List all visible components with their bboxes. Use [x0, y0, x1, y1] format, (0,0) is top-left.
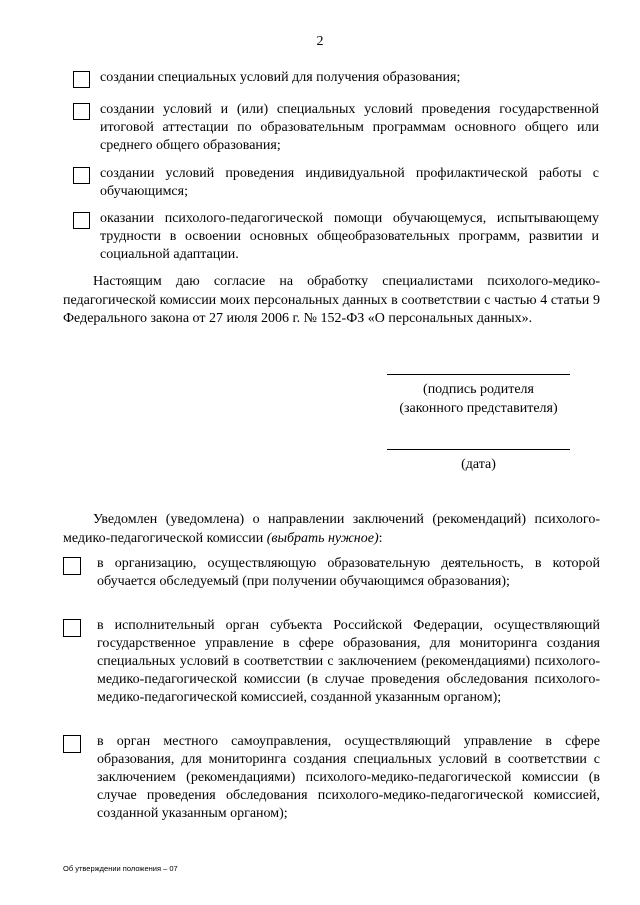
- option-text: создании условий и (или) специальных условий проведения государственной итоговой аттестации по образовательным программам основного общего или среднего общего образования;: [100, 102, 599, 154]
- checkbox[interactable]: [63, 619, 81, 637]
- checkbox[interactable]: [73, 167, 90, 184]
- checkbox[interactable]: [63, 735, 81, 753]
- checkbox[interactable]: [73, 212, 90, 229]
- signature-line[interactable]: [387, 374, 570, 375]
- date-line[interactable]: [387, 449, 570, 450]
- signature-caption: [380, 380, 577, 418]
- notice-hint: (выбрать нужное): [266, 530, 379, 546]
- notice-colon: :: [378, 530, 383, 546]
- option-text: в орган местного самоуправления, осуществляющий управление в сфере образования, для мониторинга создания специальных условий в соответствии с заключением (рекомендациями) психолого-медико-педагогической комиссии (в случае проведения обследования психолого-медико-педагогической комиссией, созданной указанным органом);: [97, 734, 600, 821]
- option-special-conditions: [73, 69, 599, 88]
- option-text: в организацию, осуществляющую образовательную деятельность, в которой обучается обследуемый (при получении обучающимся образования);: [97, 556, 600, 589]
- option-psychological-help: [73, 210, 599, 265]
- option-attestation-conditions: [73, 101, 599, 156]
- option-text: в исполнительный орган субъекта Российской Федерации, осуществляющий государственное управление в сфере образования, для мониторинга создания специальных условий в соответствии с заключением (рекомендациями) психолого-медико-педагогической комиссии (в случае проведения обследования психолого-медико-педагогической комиссией, созданной указанным органом);: [97, 618, 600, 705]
- date-caption: (дата): [461, 457, 496, 472]
- signature-caption-line2: (законного представителя): [399, 401, 558, 416]
- option-text: создании условий проведения индивидуальной профилактической работы с обучающимся;: [100, 166, 599, 200]
- option-text: создании специальных условий для получения образования;: [100, 70, 461, 85]
- option-preventive-work: [73, 165, 599, 201]
- signature-caption-line1: (подпись родителя: [423, 382, 534, 397]
- option-educational-organization: [63, 555, 600, 591]
- consent-paragraph: Настоящим даю согласие на обработку специалистами психолого-медико-педагогической комиссии моих персональных данных в соответствии с частью 4 статьи 9 Федерального закона от 27 июля 2006 г. № 152-ФЗ «О персональных данных».: [63, 274, 600, 326]
- notice-text: Уведомлен (уведомлена) о направлении заключений (рекомендаций) психолого-медико-педагогической комиссии: [63, 512, 600, 546]
- checkbox[interactable]: [73, 71, 90, 88]
- option-local-authority: [63, 733, 600, 823]
- checkbox[interactable]: [63, 557, 81, 575]
- page-number: 2: [316, 34, 324, 49]
- option-regional-authority: [63, 617, 600, 707]
- footer: Об утверждении положения – 07: [63, 864, 178, 873]
- option-text: оказании психолого-педагогической помощи обучающемуся, испытывающему трудности в освоении основных общеобразовательных программ, развитии и социальной адаптации.: [100, 211, 599, 263]
- checkbox[interactable]: [73, 103, 90, 120]
- notice-paragraph: [63, 511, 600, 548]
